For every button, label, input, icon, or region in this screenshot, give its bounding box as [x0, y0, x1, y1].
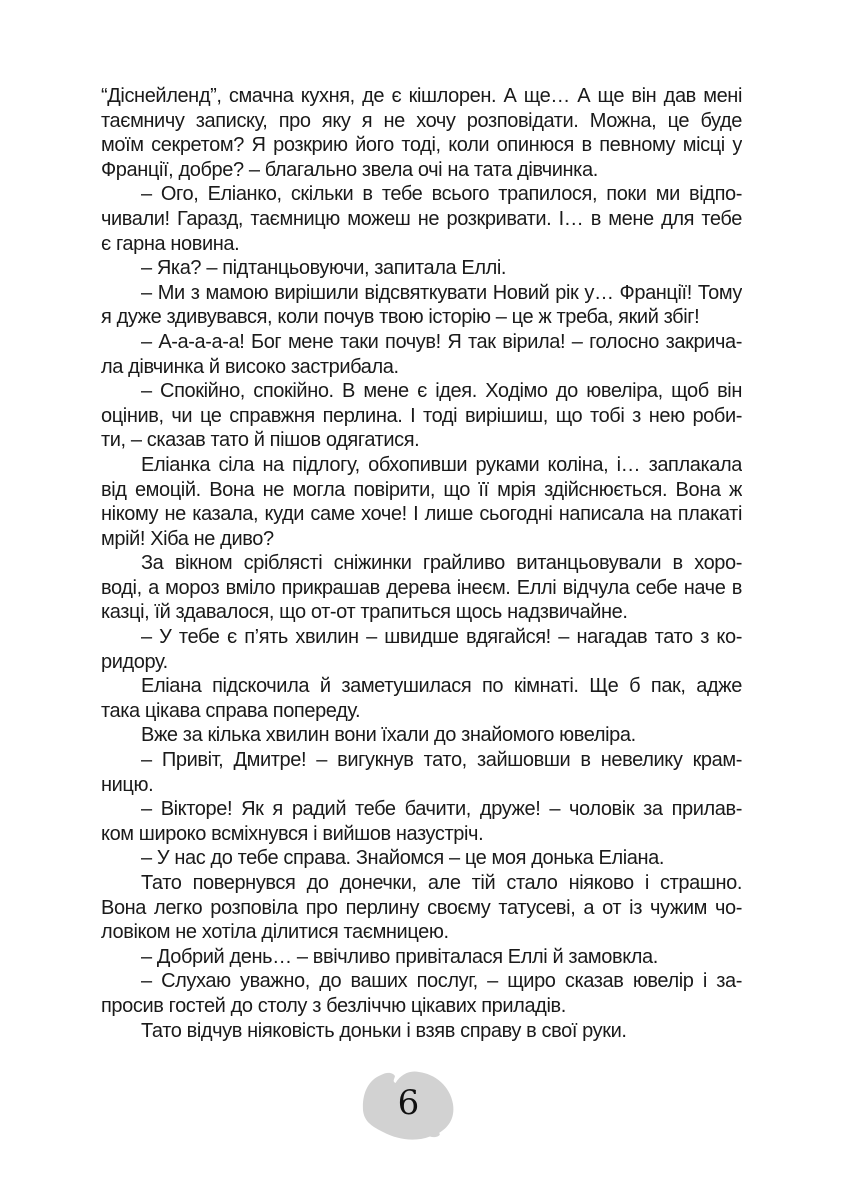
text-line: ловіком не хотіла ділитися таємницею. — [101, 921, 449, 944]
text-line: – А-а-а-а-а! Бог мене таки почув! Я так вірила! – голосно закрича- — [141, 330, 742, 353]
page-number: 6 — [397, 1083, 420, 1123]
text-line: чивали! Гаразд, таємницю можеш не розкривати. І… в мене для тебе — [101, 207, 742, 230]
paragraph — [101, 84, 742, 182]
text-line: За вікном сріблясті сніжинки грайливо витанцьовували в хоро- — [141, 552, 742, 575]
text-line: від емоцій. Вона не могла повірити, що її мрія здійснюється. Вона ж — [101, 478, 742, 501]
text-line: нікому не казала, куди саме хоче! І лише сьогодні написала на плакаті — [101, 503, 742, 526]
paragraph — [101, 945, 742, 970]
text-line: воді, а мороз вміло прикрашав дерева інеєм. Еллі відчула себе наче в — [101, 576, 742, 599]
paragraph — [101, 551, 742, 625]
paragraph — [101, 625, 742, 674]
paragraph — [101, 846, 742, 871]
paragraph — [101, 256, 742, 281]
paragraph — [101, 723, 742, 748]
paragraph — [101, 379, 742, 453]
text-line: таємничу записку, про яку я не хочу розповідати. Можна, це буде — [101, 109, 742, 132]
text-line: оцінив, чи це справжня перлина. І тоді вирішиш, що тобі з нею роби- — [101, 404, 742, 427]
paragraph — [101, 748, 742, 797]
text-line: “Діснейленд”, смачна кухня, де є кішлорен. А ще… А ще він дав мені — [101, 85, 742, 107]
text-line: – Вікторе! Як я радий тебе бачити, друже! – чоловік за прилав- — [141, 798, 742, 821]
paragraph — [101, 182, 742, 256]
paragraph — [101, 797, 742, 846]
text-line: моїм секретом? Я розкрию його тоді, коли опинюся в певному місці у — [101, 134, 742, 157]
paragraph — [101, 969, 742, 1018]
text-line: така цікава справа попереду. — [101, 699, 361, 722]
paragraph — [101, 330, 742, 379]
text-line: ти, – сказав тато й пішов одягатися. — [101, 429, 420, 452]
text-line: – Привіт, Дмитре! – вигукнув тато, зайшовши в невелику крам- — [141, 749, 742, 772]
text-line: Тато повернувся до донечки, але тій стало ніяково і страшно. — [141, 872, 742, 894]
text-line: – Слухаю уважно, до ваших послуг, – щиро сказав ювелір і за- — [141, 970, 742, 993]
page-number-blob — [360, 1064, 457, 1140]
text-line: Тато відчув ніяковість доньки і взяв справу в свої руки. — [141, 1019, 627, 1042]
text-line: я дуже здивувався, коли почув твою історію – це ж треба, який збіг! — [101, 306, 700, 329]
paragraph — [101, 281, 742, 330]
text-line: просив гостей до столу з безліччю цікавих приладів. — [101, 994, 566, 1017]
text-line: ла дівчинка й високо застрибала. — [101, 355, 399, 378]
text-line: – Спокійно, спокійно. В мене є ідея. Ходімо до ювеліра, щоб він — [141, 380, 742, 403]
text-line: – У тебе є п’ять хвилин – швидше вдягайся! – нагадав тато з ко- — [141, 626, 742, 649]
text-line: Франції, добре? – благально звела очі на тата дівчинка. — [101, 158, 598, 181]
text-line: ком широко всміхнувся і вийшов назустріч. — [101, 822, 484, 845]
body-text — [101, 84, 742, 1043]
text-line: – Яка? – підтанцьовуючи, запитала Еллі. — [141, 257, 507, 280]
paragraph — [101, 871, 742, 945]
text-line: ницю. — [101, 773, 154, 796]
text-line: є гарна новина. — [101, 232, 240, 255]
text-line: мрій! Хіба не диво? — [101, 527, 274, 550]
text-line: Вже за кілька хвилин вони їхали до знайомого ювеліра. — [141, 724, 636, 747]
text-line: – Ми з мамою вирішили відсвяткувати Новий рік у… Франції! Тому — [141, 281, 742, 304]
text-line: – Добрий день… – ввічливо привіталася Еллі й замовкла. — [141, 945, 658, 968]
text-line: – Ого, Еліанко, скільки в тебе всього трапилося, поки ми відпо- — [141, 183, 742, 206]
text-line: казці, їй здавалося, що от-от трапиться щось надзвичайне. — [101, 601, 628, 624]
paragraph — [101, 1019, 742, 1044]
paragraph — [101, 674, 742, 723]
paragraph — [101, 453, 742, 551]
text-line: Еліана підскочила й заметушилася по кімнаті. Ще б пак, адже — [141, 675, 742, 698]
text-line: – У нас до тебе справа. Знайомся – це моя донька Еліана. — [141, 847, 665, 870]
text-line: ридору. — [101, 650, 168, 673]
text-line: Вона легко розповіла про перлину своєму татусеві, а от із чужим чо- — [101, 896, 742, 919]
text-line: Еліанка сіла на підлогу, обхопивши руками коліна, і… заплакала — [141, 453, 742, 476]
